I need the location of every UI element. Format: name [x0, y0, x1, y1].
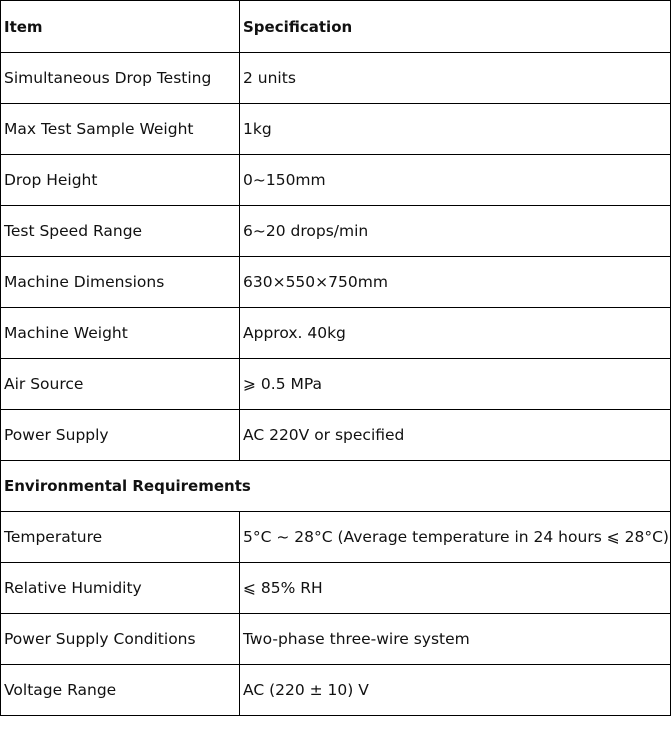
table-header-row — [1, 1, 671, 53]
row-item: Temperature — [1, 512, 240, 563]
table-row — [1, 512, 671, 563]
table-row — [1, 614, 671, 665]
row-item: Max Test Sample Weight — [1, 104, 240, 155]
header-item: Item — [1, 1, 240, 53]
row-spec: AC 220V or specified — [240, 410, 671, 461]
section-title: Environmental Requirements — [1, 461, 671, 512]
row-item: Power Supply — [1, 410, 240, 461]
table-row — [1, 104, 671, 155]
row-item: Machine Dimensions — [1, 257, 240, 308]
table-row — [1, 155, 671, 206]
header-specification: Specification — [240, 1, 671, 53]
row-item: Simultaneous Drop Testing — [1, 53, 240, 104]
table-row — [1, 206, 671, 257]
row-spec: Two-phase three-wire system — [240, 614, 671, 665]
row-spec: 6~20 drops/min — [240, 206, 671, 257]
row-item: Power Supply Conditions — [1, 614, 240, 665]
row-spec: 1kg — [240, 104, 671, 155]
row-spec: ⩽ 85% RH — [240, 563, 671, 614]
row-item: Machine Weight — [1, 308, 240, 359]
row-spec: 5°C ~ 28°C (Average temperature in 24 hours ⩽ 28°C) — [240, 512, 671, 563]
row-item: Air Source — [1, 359, 240, 410]
table-row — [1, 359, 671, 410]
table-row — [1, 665, 671, 716]
table-row — [1, 257, 671, 308]
row-spec: AC (220 ± 10) V — [240, 665, 671, 716]
row-item: Drop Height — [1, 155, 240, 206]
table-row — [1, 410, 671, 461]
row-item: Relative Humidity — [1, 563, 240, 614]
table-row — [1, 308, 671, 359]
row-spec: 0~150mm — [240, 155, 671, 206]
row-spec: 2 units — [240, 53, 671, 104]
row-spec: Approx. 40kg — [240, 308, 671, 359]
section-header-row — [1, 461, 671, 512]
table-row — [1, 53, 671, 104]
row-item: Test Speed Range — [1, 206, 240, 257]
row-spec: 630×550×750mm — [240, 257, 671, 308]
row-item: Voltage Range — [1, 665, 240, 716]
table-row — [1, 563, 671, 614]
row-spec: ⩾ 0.5 MPa — [240, 359, 671, 410]
